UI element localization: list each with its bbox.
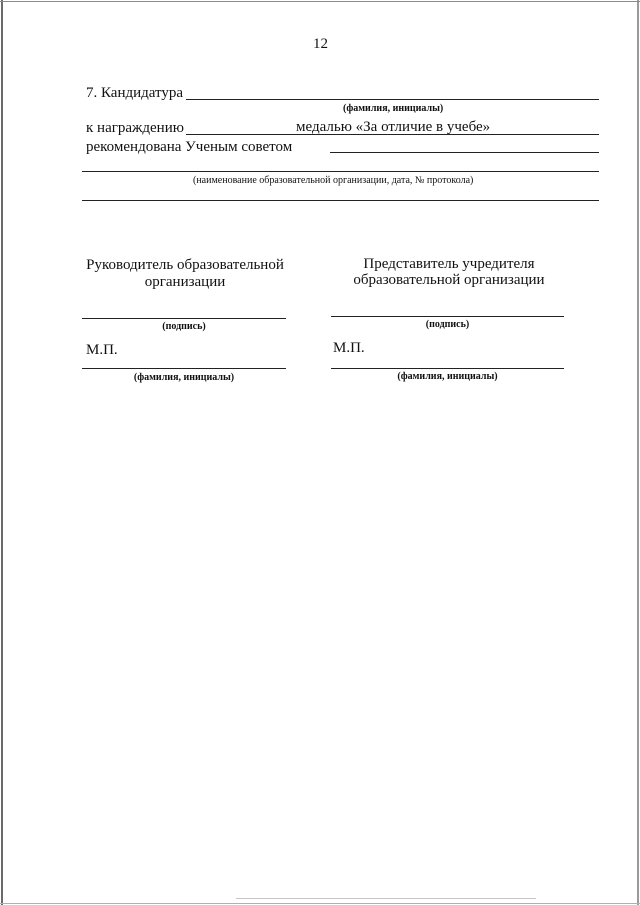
left-name-line[interactable] — [82, 368, 286, 369]
candidacy-fill-line[interactable] — [186, 99, 599, 100]
right-signature-caption: (подпись) — [425, 319, 470, 330]
page-edge-right — [637, 0, 639, 905]
left-title-line1: Руководитель образовательной — [86, 257, 284, 273]
left-title-line2: организации — [144, 274, 226, 290]
right-name-line[interactable] — [331, 368, 564, 369]
candidacy-caption: (фамилия, инициалы) — [343, 103, 444, 114]
left-signature-caption: (подпись) — [162, 321, 206, 332]
council-fill-line[interactable] — [330, 152, 599, 153]
right-signature-line[interactable] — [331, 316, 564, 317]
organization-fill-line-2[interactable] — [82, 200, 599, 201]
candidacy-label: 7. Кандидатура — [86, 85, 184, 101]
scan-artifact — [236, 898, 536, 899]
page-edge-top — [0, 1, 640, 2]
right-title-line1: Представитель учредителя — [363, 256, 535, 272]
right-title-line2: образовательной организации — [353, 272, 545, 288]
left-signature-line[interactable] — [82, 318, 286, 319]
left-name-caption: (фамилия, инициалы) — [133, 372, 235, 383]
organization-caption: (наименование образовательной организации, дата, № протокола) — [193, 175, 474, 186]
right-stamp-label: М.П. — [333, 340, 365, 356]
recommended-label: рекомендована Ученым советом — [86, 139, 293, 155]
page-edge-bottom — [0, 903, 640, 904]
page-edge-left — [1, 0, 3, 905]
medal-text: медалью «За отличие в учебе» — [296, 119, 491, 135]
right-name-caption: (фамилия, инициалы) — [397, 371, 498, 382]
award-label: к награждению — [86, 120, 184, 136]
organization-fill-line[interactable] — [82, 171, 599, 172]
left-stamp-label: М.П. — [86, 342, 118, 358]
page-number: 12 — [313, 36, 328, 52]
